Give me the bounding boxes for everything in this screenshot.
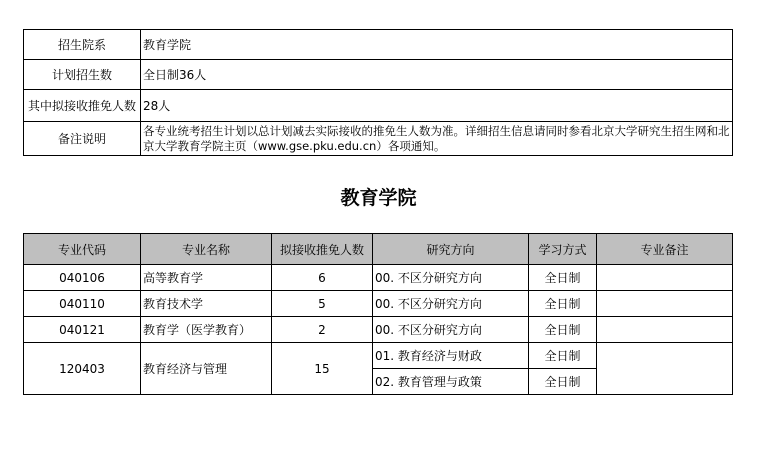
program-name: 教育经济与管理 <box>141 343 272 395</box>
program-direction: 00. 不区分研究方向 <box>373 317 529 343</box>
program-count: 15 <box>272 343 373 395</box>
info-row-department <box>24 30 733 60</box>
table-header-row <box>24 234 733 265</box>
table-row <box>24 317 733 343</box>
table-row <box>24 291 733 317</box>
page-title: 教育学院 <box>340 187 417 209</box>
program-count: 5 <box>272 291 373 317</box>
program-name: 高等教育学 <box>141 265 272 291</box>
info-label: 招生院系 <box>24 30 141 60</box>
program-count: 6 <box>272 265 373 291</box>
info-row-plan <box>24 60 733 90</box>
program-remarks <box>597 343 733 395</box>
info-value: 28人 <box>141 90 733 122</box>
program-count: 2 <box>272 317 373 343</box>
info-label: 计划招生数 <box>24 60 141 90</box>
header-mode: 学习方式 <box>529 234 597 265</box>
program-code: 040110 <box>24 291 141 317</box>
program-code: 120403 <box>24 343 141 395</box>
program-remarks <box>597 317 733 343</box>
table-row <box>24 265 733 291</box>
program-code: 040121 <box>24 317 141 343</box>
program-name: 教育学（医学教育） <box>141 317 272 343</box>
info-value: 教育学院 <box>141 30 733 60</box>
info-notes: 各专业统考招生计划以总计划减去实际接收的推免生人数为准。详细招生信息请同时参看北京大学研究生招生网和北京大学教育学院主页（www.gse.pku.edu.cn）各项通知。 <box>141 122 733 156</box>
program-mode: 全日制 <box>529 265 597 291</box>
info-label: 其中拟接收推免人数 <box>24 90 141 122</box>
program-mode: 全日制 <box>529 343 597 369</box>
table-row <box>24 343 733 369</box>
info-label: 备注说明 <box>24 122 141 156</box>
header-count: 拟接收推免人数 <box>272 234 373 265</box>
program-mode: 全日制 <box>529 369 597 395</box>
program-mode: 全日制 <box>529 291 597 317</box>
program-direction: 02. 教育管理与政策 <box>373 369 529 395</box>
info-row-exempt <box>24 90 733 122</box>
info-row-notes <box>24 122 733 156</box>
program-direction: 01. 教育经济与财政 <box>373 343 529 369</box>
header-direction: 研究方向 <box>373 234 529 265</box>
header-name: 专业名称 <box>141 234 272 265</box>
header-remarks: 专业备注 <box>597 234 733 265</box>
program-table <box>23 233 733 395</box>
program-remarks <box>597 265 733 291</box>
program-code: 040106 <box>24 265 141 291</box>
program-mode: 全日制 <box>529 317 597 343</box>
info-value: 全日制36人 <box>141 60 733 90</box>
program-direction: 00. 不区分研究方向 <box>373 291 529 317</box>
program-name: 教育技术学 <box>141 291 272 317</box>
info-table <box>23 29 733 156</box>
program-direction: 00. 不区分研究方向 <box>373 265 529 291</box>
program-remarks <box>597 291 733 317</box>
header-code: 专业代码 <box>24 234 141 265</box>
